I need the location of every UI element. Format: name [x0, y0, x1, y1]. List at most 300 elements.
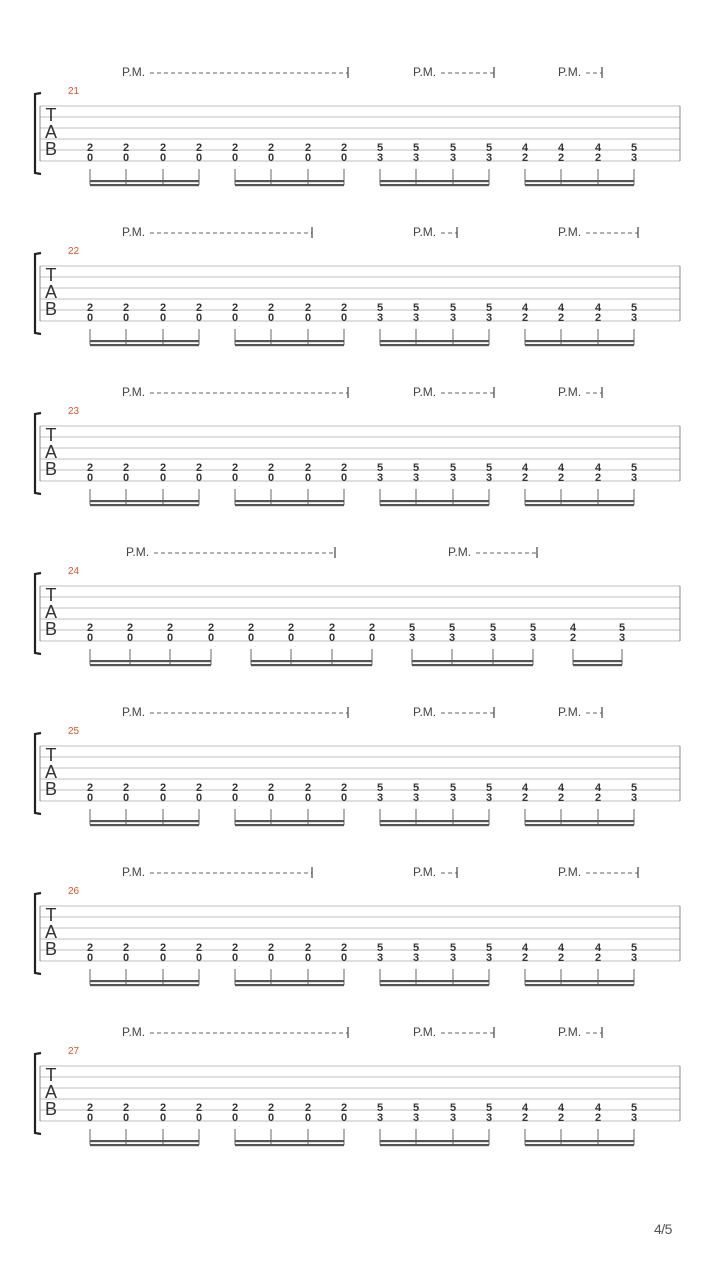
pm-label: P.M.	[126, 545, 150, 559]
tab-clef-letter: B	[44, 1099, 58, 1119]
fret-number: 5	[449, 942, 457, 954]
tab-system	[35, 225, 680, 346]
fret-number: 3	[449, 952, 457, 964]
fret-number: 2	[159, 782, 167, 794]
beam	[90, 1140, 199, 1142]
beam	[380, 824, 489, 826]
fret-number: 2	[557, 1112, 565, 1124]
beam	[235, 984, 344, 986]
fret-number: 2	[231, 1102, 239, 1114]
fret-number: 0	[122, 312, 130, 324]
fret-number: 5	[630, 942, 638, 954]
pm-label: P.M.	[122, 65, 146, 79]
beam	[251, 660, 372, 662]
beam	[90, 180, 199, 182]
beam	[90, 984, 199, 986]
beam	[235, 820, 344, 822]
tab-clef-letter: T	[45, 265, 57, 285]
fret-number: 5	[630, 142, 638, 154]
fret-number: 2	[368, 622, 376, 634]
pm-label: P.M.	[413, 225, 437, 239]
tab-clef-letter: T	[45, 105, 57, 125]
fret-number: 4	[594, 142, 602, 154]
fret-number: 2	[231, 942, 239, 954]
fret-number: 2	[521, 472, 529, 484]
fret-number: 0	[340, 1112, 348, 1124]
fret-number: 3	[630, 472, 638, 484]
fret-number: 2	[557, 952, 565, 964]
fret-number: 2	[122, 1102, 130, 1114]
fret-number: 2	[304, 1102, 312, 1114]
tab-clef-letter: A	[44, 122, 58, 142]
fret-number: 2	[267, 942, 275, 954]
fret-number: 2	[231, 782, 239, 794]
fret-number: 2	[122, 462, 130, 474]
tab-clef-letter: A	[44, 922, 58, 942]
beam	[380, 340, 489, 342]
fret-number: 4	[557, 1102, 565, 1114]
fret-number: 0	[340, 952, 348, 964]
beam	[525, 1144, 634, 1146]
measure-number: 22	[68, 246, 80, 257]
beam	[412, 664, 533, 666]
tab-system	[35, 385, 680, 506]
fret-number: 5	[376, 782, 384, 794]
pm-label: P.M.	[122, 705, 146, 719]
fret-number: 3	[412, 1112, 420, 1124]
tab-clef-letter: A	[44, 282, 58, 302]
fret-number: 2	[340, 1102, 348, 1114]
fret-number: 2	[569, 632, 577, 644]
fret-number: 0	[368, 632, 376, 644]
fret-number: 5	[376, 142, 384, 154]
fret-number: 3	[630, 312, 638, 324]
beam	[90, 980, 199, 982]
fret-number: 0	[267, 792, 275, 804]
beam	[90, 500, 199, 502]
tab-system	[35, 1025, 680, 1146]
fret-number: 2	[340, 302, 348, 314]
beam	[90, 664, 211, 666]
fret-number: 0	[86, 312, 94, 324]
fret-number: 0	[159, 152, 167, 164]
tab-clef-letter: B	[44, 459, 58, 479]
pm-label: P.M.	[413, 865, 437, 879]
fret-number: 0	[231, 1112, 239, 1124]
beam	[412, 660, 533, 662]
fret-number: 5	[376, 942, 384, 954]
fret-number: 3	[485, 152, 493, 164]
fret-number: 3	[412, 472, 420, 484]
fret-number: 3	[630, 792, 638, 804]
beam	[235, 344, 344, 346]
tab-clef-letter: B	[44, 619, 58, 639]
fret-number: 4	[557, 142, 565, 154]
tab-clef-letter: T	[45, 905, 57, 925]
fret-number: 2	[159, 142, 167, 154]
fret-number: 2	[122, 302, 130, 314]
tab-clef-letter: B	[44, 779, 58, 799]
fret-number: 3	[412, 152, 420, 164]
fret-number: 0	[86, 632, 94, 644]
fret-number: 3	[485, 792, 493, 804]
fret-number: 4	[594, 302, 602, 314]
fret-number: 0	[267, 952, 275, 964]
tab-system	[35, 705, 680, 826]
fret-number: 5	[412, 1102, 420, 1114]
tab-clef-letter: B	[44, 939, 58, 959]
fret-number: 3	[408, 632, 416, 644]
fret-number: 2	[521, 312, 529, 324]
fret-number: 4	[557, 942, 565, 954]
fret-number: 3	[376, 952, 384, 964]
fret-number: 5	[449, 782, 457, 794]
fret-number: 0	[86, 152, 94, 164]
fret-number: 0	[340, 152, 348, 164]
beam	[380, 180, 489, 182]
fret-number: 2	[594, 152, 602, 164]
measure-number: 21	[68, 86, 80, 97]
fret-number: 2	[122, 942, 130, 954]
fret-number: 2	[594, 792, 602, 804]
page-number: 4/5	[654, 1221, 672, 1237]
fret-number: 2	[304, 942, 312, 954]
measure-number: 23	[68, 406, 80, 417]
fret-number: 2	[195, 302, 203, 314]
fret-number: 2	[267, 142, 275, 154]
fret-number: 2	[86, 622, 94, 634]
fret-number: 2	[557, 312, 565, 324]
fret-number: 2	[159, 302, 167, 314]
fret-number: 2	[207, 622, 215, 634]
tab-clef-letter: A	[44, 1082, 58, 1102]
tab-system	[35, 545, 680, 666]
fret-number: 2	[267, 782, 275, 794]
fret-number: 5	[618, 622, 626, 634]
fret-number: 4	[521, 462, 529, 474]
fret-number: 2	[594, 952, 602, 964]
fret-number: 4	[521, 1102, 529, 1114]
pm-label: P.M.	[122, 385, 146, 399]
beam	[235, 1144, 344, 1146]
fret-number: 2	[86, 142, 94, 154]
fret-number: 2	[122, 782, 130, 794]
fret-number: 2	[267, 302, 275, 314]
fret-number: 5	[485, 1102, 493, 1114]
fret-number: 4	[557, 302, 565, 314]
beam	[380, 504, 489, 506]
fret-number: 0	[159, 952, 167, 964]
beam	[235, 340, 344, 342]
pm-label: P.M.	[558, 1025, 582, 1039]
fret-number: 0	[122, 792, 130, 804]
fret-number: 3	[449, 312, 457, 324]
beam	[235, 1140, 344, 1142]
fret-number: 5	[412, 142, 420, 154]
beam	[90, 504, 199, 506]
tab-system	[35, 865, 680, 986]
measure-number: 26	[68, 886, 80, 897]
fret-number: 0	[304, 152, 312, 164]
fret-number: 5	[376, 1102, 384, 1114]
fret-number: 4	[521, 302, 529, 314]
fret-number: 0	[267, 1112, 275, 1124]
fret-number: 4	[521, 942, 529, 954]
fret-number: 0	[207, 632, 215, 644]
fret-number: 0	[195, 1112, 203, 1124]
fret-number: 2	[231, 462, 239, 474]
fret-number: 5	[412, 782, 420, 794]
fret-number: 0	[122, 472, 130, 484]
fret-number: 4	[594, 1102, 602, 1114]
pm-label: P.M.	[448, 545, 472, 559]
pm-label: P.M.	[413, 705, 437, 719]
fret-number: 5	[630, 302, 638, 314]
fret-number: 3	[449, 792, 457, 804]
pm-label: P.M.	[558, 865, 582, 879]
pm-label: P.M.	[413, 385, 437, 399]
tab-clef-letter: B	[44, 299, 58, 319]
fret-number: 5	[449, 1102, 457, 1114]
fret-number: 4	[594, 782, 602, 794]
pm-label: P.M.	[413, 65, 437, 79]
tab-clef-letter: T	[45, 585, 57, 605]
fret-number: 2	[304, 302, 312, 314]
measure-number: 24	[68, 566, 80, 577]
fret-number: 3	[448, 632, 456, 644]
fret-number: 5	[449, 142, 457, 154]
pm-label: P.M.	[558, 65, 582, 79]
pm-label: P.M.	[122, 1025, 146, 1039]
beam	[380, 820, 489, 822]
fret-number: 3	[376, 152, 384, 164]
fret-number: 0	[122, 952, 130, 964]
fret-number: 2	[267, 1102, 275, 1114]
beam	[235, 184, 344, 186]
fret-number: 3	[489, 632, 497, 644]
fret-number: 4	[594, 462, 602, 474]
measure-number: 25	[68, 726, 80, 737]
fret-number: 0	[267, 312, 275, 324]
beam	[90, 1144, 199, 1146]
tab-clef-letter: A	[44, 762, 58, 782]
fret-number: 2	[340, 942, 348, 954]
fret-number: 2	[247, 622, 255, 634]
fret-number: 5	[376, 462, 384, 474]
beam	[525, 340, 634, 342]
beam	[235, 504, 344, 506]
fret-number: 0	[122, 152, 130, 164]
pm-label: P.M.	[122, 865, 146, 879]
fret-number: 0	[267, 152, 275, 164]
fret-number: 2	[195, 942, 203, 954]
fret-number: 3	[618, 632, 626, 644]
fret-number: 2	[195, 782, 203, 794]
tab-clef-letter: T	[45, 1065, 57, 1085]
fret-number: 2	[195, 1102, 203, 1114]
fret-number: 5	[630, 782, 638, 794]
measure-number: 27	[68, 1046, 80, 1057]
fret-number: 2	[340, 782, 348, 794]
fret-number: 0	[195, 312, 203, 324]
fret-number: 2	[340, 142, 348, 154]
fret-number: 2	[86, 782, 94, 794]
fret-number: 3	[376, 312, 384, 324]
beam	[525, 984, 634, 986]
fret-number: 2	[86, 462, 94, 474]
fret-number: 3	[376, 1112, 384, 1124]
fret-number: 5	[449, 462, 457, 474]
fret-number: 5	[412, 462, 420, 474]
fret-number: 2	[304, 462, 312, 474]
fret-number: 2	[304, 142, 312, 154]
fret-number: 2	[304, 782, 312, 794]
beam	[380, 1140, 489, 1142]
fret-number: 2	[166, 622, 174, 634]
beam	[90, 184, 199, 186]
fret-number: 0	[195, 792, 203, 804]
fret-number: 5	[485, 942, 493, 954]
fret-number: 2	[231, 302, 239, 314]
fret-number: 2	[195, 142, 203, 154]
beam	[90, 340, 199, 342]
fret-number: 3	[630, 152, 638, 164]
fret-number: 2	[328, 622, 336, 634]
fret-number: 4	[594, 942, 602, 954]
fret-number: 2	[86, 1102, 94, 1114]
fret-number: 2	[521, 792, 529, 804]
beam	[525, 1140, 634, 1142]
fret-number: 0	[267, 472, 275, 484]
fret-number: 3	[529, 632, 537, 644]
beam	[380, 344, 489, 346]
beam	[90, 820, 199, 822]
fret-number: 4	[569, 622, 577, 634]
fret-number: 5	[412, 942, 420, 954]
fret-number: 5	[485, 782, 493, 794]
fret-number: 2	[122, 142, 130, 154]
fret-number: 2	[521, 152, 529, 164]
beam	[235, 180, 344, 182]
fret-number: 0	[195, 152, 203, 164]
fret-number: 4	[521, 782, 529, 794]
fret-number: 0	[340, 472, 348, 484]
fret-number: 0	[159, 312, 167, 324]
fret-number: 2	[159, 1102, 167, 1114]
fret-number: 0	[159, 472, 167, 484]
fret-number: 0	[340, 792, 348, 804]
fret-number: 3	[412, 952, 420, 964]
beam	[380, 980, 489, 982]
tab-clef-letter: T	[45, 745, 57, 765]
fret-number: 3	[485, 952, 493, 964]
fret-number: 2	[86, 942, 94, 954]
fret-number: 0	[304, 952, 312, 964]
fret-number: 5	[376, 302, 384, 314]
fret-number: 0	[86, 1112, 94, 1124]
fret-number: 0	[86, 952, 94, 964]
tab-clef-letter: A	[44, 442, 58, 462]
fret-number: 5	[448, 622, 456, 634]
beam	[380, 984, 489, 986]
fret-number: 2	[195, 462, 203, 474]
beam	[90, 660, 211, 662]
beam	[525, 180, 634, 182]
fret-number: 5	[489, 622, 497, 634]
fret-number: 0	[231, 792, 239, 804]
fret-number: 0	[195, 472, 203, 484]
fret-number: 0	[304, 792, 312, 804]
beam	[235, 824, 344, 826]
fret-number: 2	[557, 472, 565, 484]
fret-number: 4	[557, 782, 565, 794]
fret-number: 0	[86, 472, 94, 484]
fret-number: 2	[594, 312, 602, 324]
beam	[525, 980, 634, 982]
fret-number: 0	[340, 312, 348, 324]
tab-clef-letter: A	[44, 602, 58, 622]
pm-label: P.M.	[413, 1025, 437, 1039]
beam	[525, 820, 634, 822]
fret-number: 0	[126, 632, 134, 644]
fret-number: 5	[630, 1102, 638, 1114]
fret-number: 0	[159, 1112, 167, 1124]
pm-label: P.M.	[558, 225, 582, 239]
fret-number: 0	[304, 472, 312, 484]
fret-number: 0	[287, 632, 295, 644]
fret-number: 2	[557, 152, 565, 164]
fret-number: 0	[247, 632, 255, 644]
fret-number: 3	[485, 1112, 493, 1124]
beam	[525, 500, 634, 502]
beam	[235, 980, 344, 982]
fret-number: 2	[159, 462, 167, 474]
beam	[380, 184, 489, 186]
fret-number: 0	[231, 952, 239, 964]
fret-number: 2	[594, 1112, 602, 1124]
fret-number: 0	[304, 312, 312, 324]
beam	[573, 660, 622, 662]
fret-number: 5	[630, 462, 638, 474]
fret-number: 2	[287, 622, 295, 634]
pm-label: P.M.	[558, 705, 582, 719]
beam	[235, 500, 344, 502]
pm-label: P.M.	[558, 385, 582, 399]
fret-number: 2	[557, 792, 565, 804]
fret-number: 3	[412, 312, 420, 324]
fret-number: 0	[195, 952, 203, 964]
fret-number: 0	[166, 632, 174, 644]
fret-number: 4	[521, 142, 529, 154]
pm-label: P.M.	[122, 225, 146, 239]
fret-number: 5	[485, 142, 493, 154]
fret-number: 2	[86, 302, 94, 314]
fret-number: 2	[159, 942, 167, 954]
beam	[251, 664, 372, 666]
fret-number: 3	[449, 1112, 457, 1124]
fret-number: 5	[485, 302, 493, 314]
fret-number: 5	[485, 462, 493, 474]
fret-number: 0	[328, 632, 336, 644]
fret-number: 0	[122, 1112, 130, 1124]
beam	[573, 664, 622, 666]
tab-clef-letter: B	[44, 139, 58, 159]
beam	[525, 504, 634, 506]
fret-number: 3	[630, 952, 638, 964]
fret-number: 5	[408, 622, 416, 634]
fret-number: 3	[449, 472, 457, 484]
fret-number: 2	[521, 952, 529, 964]
